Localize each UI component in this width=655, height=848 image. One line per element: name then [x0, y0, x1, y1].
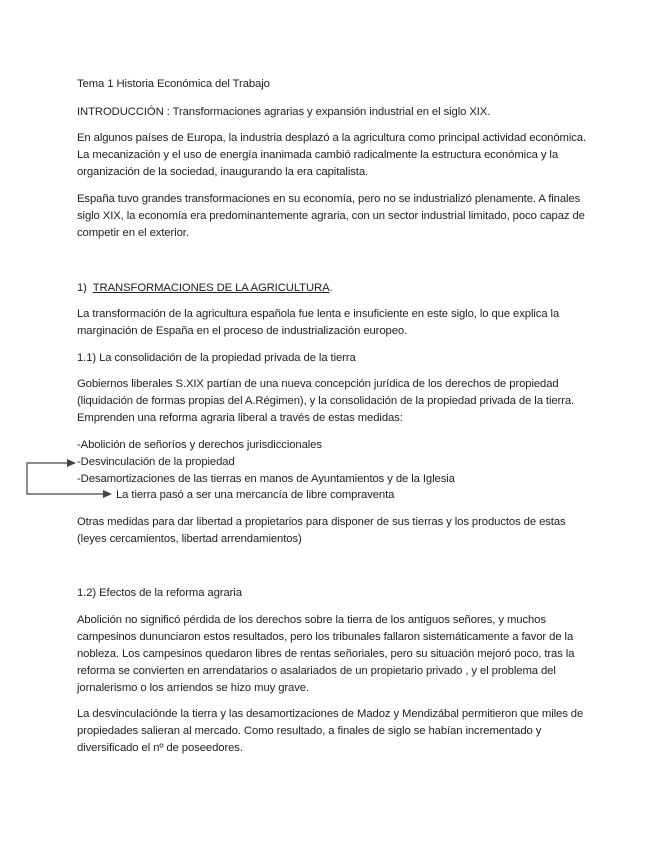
- intro-paragraph-1: En algunos países de Europa, la industria desplazó a la agricultura como principal actividad económica. La mecanización y el uso de energía inanimada cambió radicalmente la estructura económica y la organización de la sociedad, inaugurando la era capitalista.: [77, 132, 587, 178]
- subsection-1-2-title: 1.2) Efectos de la reforma agraria: [77, 587, 242, 599]
- section-1-heading: 1) TRANSFORMACIONES DE LA AGRICULTURA.: [77, 282, 333, 294]
- intro-paragraph-2: España tuvo grandes transformaciones en su economía, pero no se industrializó plenamente. A finales siglo XIX, la economía era predominantemente agraria, con un sector industrial limitado, poco capaz de competir en el exterior.: [77, 193, 585, 239]
- measure-item: -Desamortizaciones de las tierras en manos de Ayuntamientos y de la Iglesia: [77, 473, 455, 485]
- arrow-into-desvinculacion: [27, 463, 77, 494]
- subsection-1-1-paragraph: Gobiernos liberales S.XIX partían de una nueva concepción jurídica de los derechos de propiedad (liquidación de formas propias del A.Régimen), y la consolidación de la propiedad privada de la tierra. Emprenden una reforma agraria liberal a través de estas medidas:: [77, 378, 575, 424]
- document-title: Tema 1 Historia Económica del Trabajo: [77, 78, 270, 90]
- intro-heading: INTRODUCCIÓN : Transformaciones agrarias y expansión industrial en el siglo XIX.: [77, 106, 491, 118]
- subsection-1-1-paragraph-2: Otras medidas para dar libertad a propietarios para disponer de sus tierras y los productos de estas (leyes cercamientos, libertad arrendamientos): [77, 516, 566, 545]
- measure-item: -Desvinculación de la propiedad: [77, 456, 235, 468]
- arrow-note: La tierra pasó a ser una mercancía de libre compraventa: [116, 489, 395, 501]
- section-1-title: TRANSFORMACIONES DE LA AGRICULTURA: [92, 282, 330, 294]
- section-1-number: 1): [77, 282, 87, 294]
- section-1-paragraph: La transformación de la agricultura española fue lenta e insuficiente en este siglo, lo que explica la marginación de España en el proceso de industrialización europeo.: [77, 308, 560, 337]
- subsection-1-2-paragraph-1: Abolición no significó pérdida de los derechos sobre la tierra de los antiguos señores, y muchos campesinos dununciaron estos resultados, pero los tribunales fallaron sistemáticamente a favor de la nobleza. Los campesinos quedaron libres de rentas señoriales, pero su situación mejoró poco, tras la reforma se convierten en arrendatarios o asalariados de un propietario privado , y el problema del jornalerismo o los arriendos se hizo muy grave.: [77, 614, 575, 694]
- measure-item: -Abolición de señoríos y derechos jurisdiccionales: [77, 439, 322, 451]
- arrowhead-note: [103, 490, 112, 498]
- arrowhead-desvinculacion: [67, 459, 76, 467]
- subsection-1-1-title: 1.1) La consolidación de la propiedad privada de la tierra: [77, 352, 356, 364]
- subsection-1-2-paragraph-2: La desvinculaciónde la tierra y las desamortizaciones de Madoz y Mendizábal permitieron que miles de propiedades salieran al mercado. Como resultado, a finales de siglo se habían incrementado y diversificado el nº de poseedores.: [77, 708, 584, 754]
